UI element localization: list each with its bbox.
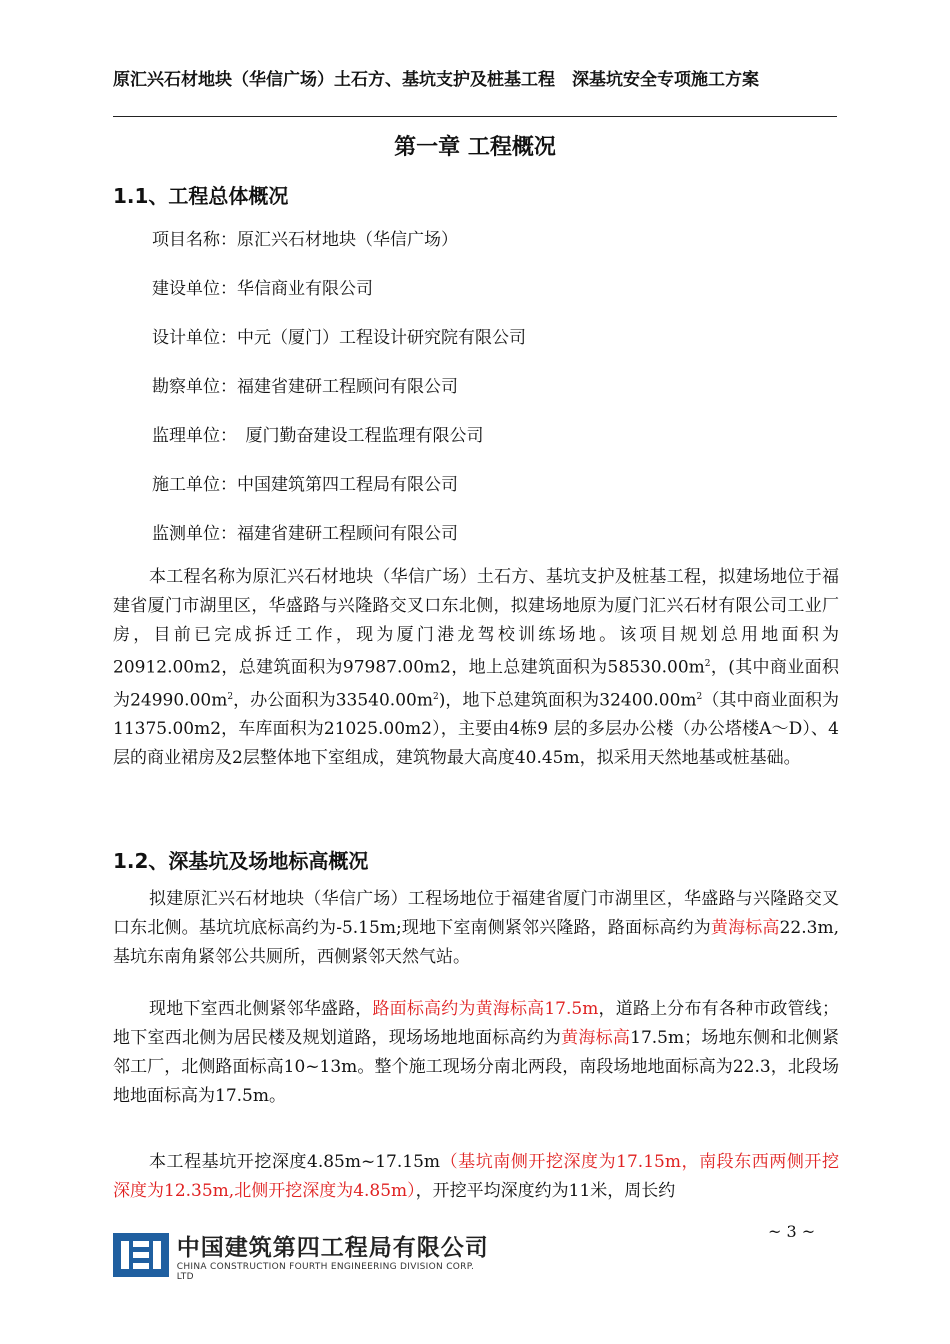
info-contractor: 施工单位：中国建筑第四工程局有限公司 [152, 475, 458, 495]
site-paragraph-2: 现地下室西北侧紧邻华盛路，路面标高约为黄海标高17.5m，道路上分布有各种市政管线；地下室西北侧为居民楼及规划道路，现场场地地面标高约为黄海标高17.5m；场地东侧和北侧紧邻工厂，北侧路面标高10~13m。整个施工现场分南北两段，南段场地地面标高为22.3，北段场地地面标高为17.5m。 [113, 999, 839, 1106]
header-divider [113, 116, 837, 117]
info-supervisor: 监理单位： 厦门勤奋建设工程监理有限公司 [152, 426, 484, 446]
project-overview-paragraph: 本工程名称为原汇兴石材地块（华信广场）土石方、基坑支护及桩基工程，拟建场地位于福建省厦门市湖里区，华盛路与兴隆路交叉口东北侧，拟建场地原为厦门汇兴石材有限公司工业厂房，目前已完成拆迁工作，现为厦门港龙驾校训练场地。该项目规划总用地面积为20912.00m2，总建筑面积为97987.00m2，地上总建筑面积为$58530.00m^2$，(其中商业面积为$24990.00m^2$，办公面积为$33540.00m^2$)，地下总建筑面积为$32400.00m^2$（其中商业面积为11375.00m2，车库面积为21025.00m2），主要由4栋9 层的多层办公楼（办公塔楼A～D）、4层的商业裙房及2层整体地下室组成，建筑物最大高度40.45m，拟采用天然地基或桩基础。 [113, 567, 839, 769]
section-heading-1-1: 1.1、工程总体概况 [113, 184, 289, 208]
info-surveyor: 勘察单位：福建省建研工程顾问有限公司 [152, 377, 458, 397]
company-name-cn: 中国建筑第四工程局有限公司 [176, 1234, 489, 1261]
site-paragraph-3: 本工程基坑开挖深度4.85m~17.15m（基坑南侧开挖深度为17.15m，南段东西两侧开挖深度为12.35m,北侧开挖深度为4.85m），开挖平均深度约为11米，周长约 [113, 1152, 839, 1201]
info-designer: 设计单位：中元（厦门）工程设计研究院有限公司 [152, 328, 526, 348]
chapter-title: 第一章 工程概况 [394, 135, 556, 160]
company-footer [113, 1228, 493, 1282]
info-developer: 建设单位：华信商业有限公司 [152, 279, 373, 299]
page-number: ~ 3 ~ [768, 1222, 816, 1241]
info-project-name: 项目名称：原汇兴石材地块（华信广场） [152, 230, 458, 250]
document-header-title: 原汇兴石材地块（华信广场）土石方、基坑支护及桩基工程 深基坑安全专项施工方案 [113, 70, 759, 90]
site-paragraph-1: 拟建原汇兴石材地块（华信广场）工程场地位于福建省厦门市湖里区，华盛路与兴隆路交叉口东北侧。基坑坑底标高约为-5.15m;现地下室南侧紧邻兴隆路，路面标高约为黄海标高22.3m,基坑东南角紧邻公共厕所，西侧紧邻天然气站。 [113, 889, 839, 967]
section-heading-1-2: 1.2、深基坑及场地标高概况 [113, 849, 369, 873]
company-name-en: CHINA CONSTRUCTION FOURTH ENGINEERING DIVISION CORP. LTD [176, 1261, 475, 1282]
info-monitor: 监测单位：福建省建研工程顾问有限公司 [152, 524, 458, 544]
company-logo-icon [113, 1233, 169, 1277]
